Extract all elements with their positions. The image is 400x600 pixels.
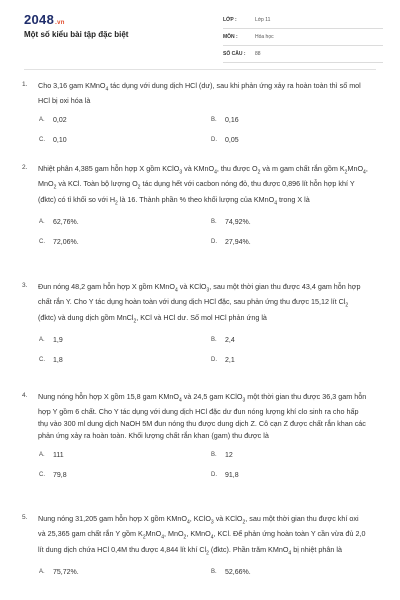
- option-c[interactable]: [39, 350, 211, 370]
- option-b[interactable]: [211, 330, 371, 350]
- option-key: B.: [211, 337, 217, 344]
- option-value: 1,9: [53, 336, 63, 344]
- question-number: 2.: [22, 164, 28, 171]
- question-text: Nhiệt phân 4,385 gam hỗn hợp X gồm KClO$_3$ và KMnO$_4$, thu được $O_2$ và m gam chất rắn gồm $K_2MnO_4$, MnO$_2$ và KCl. Toàn bộ lượng $O_2$ tác dụng hết với cacbon nóng đỏ, thu được 0,896 lít hỗn hợp khí Y (đktc) có tỉ khối so với $H_2$ là 16. Thành phần % theo khối lượng của KMnO$_4$ trong X là: [38, 164, 368, 207]
- option-a[interactable]: [39, 212, 211, 232]
- option-value: 75,72%.: [53, 568, 79, 576]
- option-value: 0,02: [53, 116, 67, 124]
- question-number: 4.: [22, 392, 28, 399]
- option-b[interactable]: [211, 445, 371, 465]
- meta-row-count: [223, 46, 383, 63]
- question-3: [22, 281, 382, 370]
- meta-row-class: [223, 12, 383, 29]
- option-value: 0,05: [225, 136, 239, 144]
- meta-value: 88: [255, 51, 261, 57]
- question-text: Nung nóng hỗn hợp X gồm 15,8 gam KMnO$_4$ và 24,5 gam KClO$_3$ một thời gian thu được 36,3 gam hỗn hợp Y gồm 6 chất. Cho Y tác dụng với dung dịch HCl đặc dư đun nóng lượng khí clo sinh ra cho hấp thụ vào 300 ml dung dịch NaOH 5M đun nóng thu được dung dịch Z. Cô cạn Z được chất rắn khan các phản ứng xảy ra hoàn toàn. Khối lượng chất rắn khan (gam) thu được là: [38, 392, 367, 441]
- option-c[interactable]: [39, 232, 211, 252]
- option-key: D.: [211, 137, 217, 144]
- meta-value: Lớp 11: [255, 17, 271, 23]
- option-value: 111: [53, 451, 64, 459]
- option-a[interactable]: [39, 445, 211, 465]
- meta-key: SỐ CÂU :: [223, 51, 246, 57]
- options: [39, 562, 382, 582]
- option-key: B.: [211, 219, 217, 226]
- option-value: 2,1: [225, 356, 235, 364]
- option-key: A.: [39, 452, 45, 459]
- option-d[interactable]: [211, 130, 371, 150]
- option-a[interactable]: [39, 562, 211, 582]
- header-divider: [24, 69, 376, 70]
- option-b[interactable]: [211, 562, 371, 582]
- question-text: Đun nóng 48,2 gam hỗn hợp X gồm KMnO$_4$ và KClO$_3$, sau một thời gian thu được 43,4 gam hỗn hợp chất rắn Y. Cho Y tác dụng hoàn toàn với dung dịch HCl đặc, sau phản ứng thu được 15,12 lít $Cl_2$ (đktc) và dung dịch gồm MnCl$_2$, KCl và HCl dư. Số mol HCl phản ứng là: [38, 282, 361, 325]
- option-value: 52,66%.: [225, 568, 251, 576]
- site-logo[interactable]: [24, 12, 65, 27]
- meta-table: [223, 12, 383, 63]
- option-key: B.: [211, 117, 217, 124]
- document-title: Một số kiểu bài tập đặc biệt: [24, 30, 129, 39]
- option-key: A.: [39, 569, 45, 576]
- option-d[interactable]: [211, 350, 371, 370]
- option-key: A.: [39, 219, 45, 226]
- option-c[interactable]: [39, 130, 211, 150]
- option-value: 0,16: [225, 116, 239, 124]
- option-d[interactable]: [211, 232, 371, 252]
- question-text: Cho 3,16 gam KMnO$_4$ tác dụng với dung dịch HCl (dư), sau khi phản ứng xảy ra hoàn toàn thì số mol HCl bị oxi hóa là: [38, 81, 361, 106]
- option-value: 2,4: [225, 336, 235, 344]
- meta-key: LỚP :: [223, 17, 237, 23]
- meta-row-subject: [223, 29, 383, 46]
- option-key: C.: [39, 239, 45, 246]
- question-4: [22, 391, 382, 485]
- option-value: 0,10: [53, 136, 67, 144]
- question-text: Nung nóng 31,205 gam hỗn hợp X gồm KMnO$_4$, KClO$_3$ và KClO$_2$, sau một thời gian thu được khí oxi và 25,365 gam chất rắn Y gồm $K_2MnO_4$, MnO$_2$, KMnO$_4$, KCl. Để phản ứng hoàn toàn Y cần vừa đủ 2,0 lít dung dịch chứa HCl 0,4M thu được 4,844 lít khí $Cl_2$ (đktc). Phần trăm KMnO$_4$ bị nhiệt phân là: [38, 514, 366, 557]
- options: [39, 445, 382, 485]
- option-value: 72,06%.: [53, 238, 79, 246]
- option-c[interactable]: [39, 465, 211, 485]
- header: [0, 0, 400, 68]
- options: [39, 212, 382, 252]
- option-value: 12: [225, 451, 233, 459]
- question-2: [22, 163, 382, 252]
- option-key: B.: [211, 569, 217, 576]
- option-key: B.: [211, 452, 217, 459]
- option-key: A.: [39, 117, 45, 124]
- logo-text: 2048: [24, 12, 55, 27]
- option-b[interactable]: [211, 110, 371, 130]
- option-b[interactable]: [211, 212, 371, 232]
- options: [39, 330, 382, 370]
- option-key: D.: [211, 239, 217, 246]
- option-d[interactable]: [211, 465, 371, 485]
- option-value: 1,8: [53, 356, 63, 364]
- option-key: C.: [39, 472, 45, 479]
- question-5: [22, 513, 382, 582]
- option-value: 79,8: [53, 471, 67, 479]
- option-a[interactable]: [39, 330, 211, 350]
- option-a[interactable]: [39, 110, 211, 130]
- option-key: C.: [39, 357, 45, 364]
- option-key: C.: [39, 137, 45, 144]
- option-value: 74,92%.: [225, 218, 251, 226]
- question-number: 5.: [22, 514, 28, 521]
- option-value: 27,94%.: [225, 238, 251, 246]
- meta-value: Hóa học: [255, 34, 274, 40]
- logo-suffix: .vn: [55, 20, 65, 26]
- option-key: A.: [39, 337, 45, 344]
- meta-key: MÔN :: [223, 34, 238, 40]
- question-number: 3.: [22, 282, 28, 289]
- option-value: 62,76%.: [53, 218, 79, 226]
- option-key: D.: [211, 357, 217, 364]
- options: [39, 110, 382, 150]
- option-key: D.: [211, 472, 217, 479]
- question-1: [22, 80, 382, 150]
- option-value: 91,8: [225, 471, 239, 479]
- question-number: 1.: [22, 81, 28, 88]
